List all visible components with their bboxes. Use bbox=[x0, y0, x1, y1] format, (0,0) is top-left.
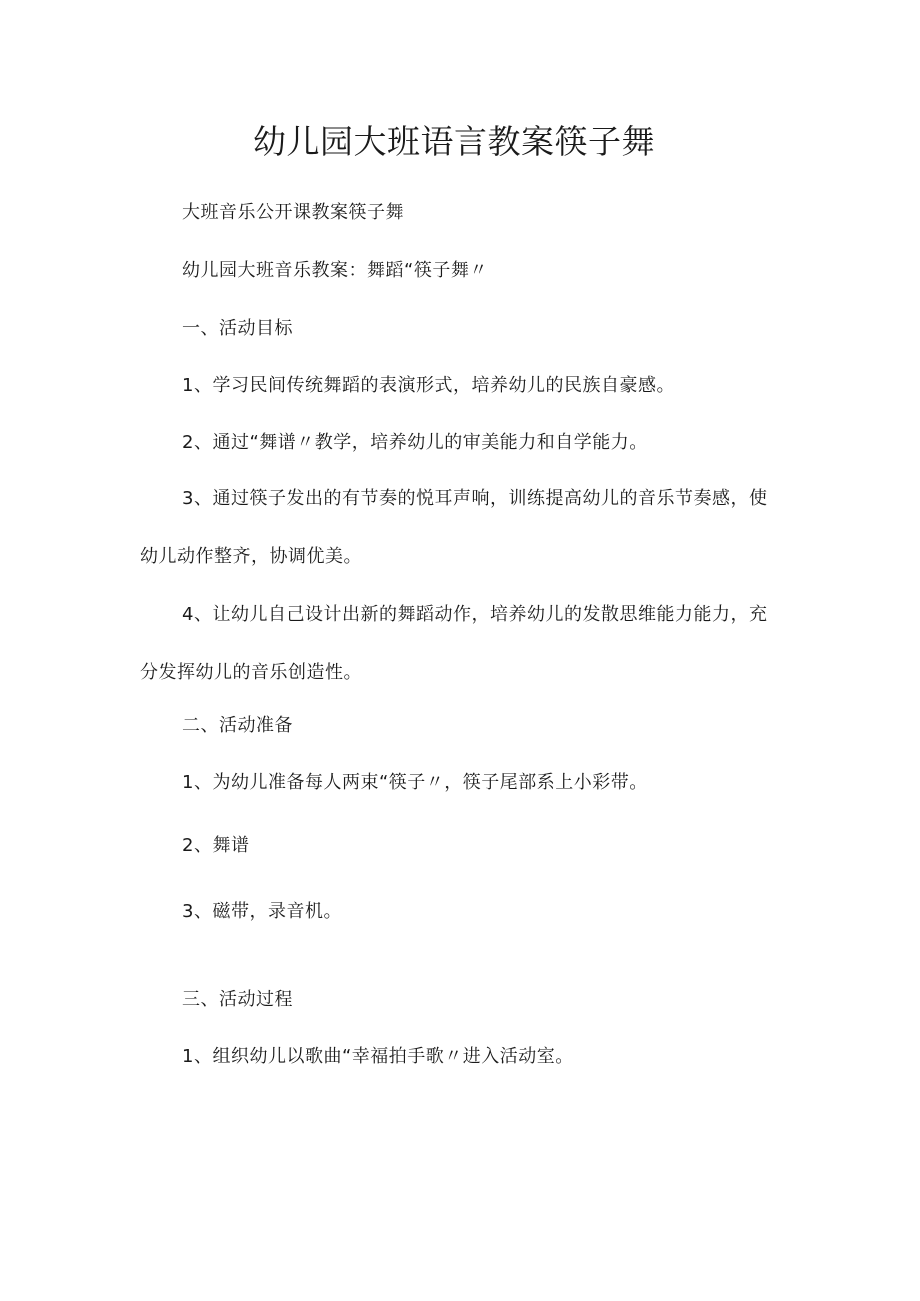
lesson-title-line: 幼儿园大班音乐教案：舞蹈“筷子舞〃 bbox=[182, 260, 488, 281]
section-heading-process: 三、活动过程 bbox=[182, 989, 293, 1010]
goal-item-1: 1、学习民间传统舞蹈的表演形式，培养幼儿的民族自豪感。 bbox=[182, 375, 675, 396]
process-item-1: 1、组织幼儿以歌曲“幸福拍手歌〃进入活动室。 bbox=[182, 1046, 574, 1067]
goal-item-4: 4、让幼儿自己设计出新的舞蹈动作，培养幼儿的发散思维能力能力，充分发挥幼儿的音乐创造性。 bbox=[140, 604, 768, 683]
preparation-item-1: 1、为幼儿准备每人两束“筷子〃，筷子尾部系上小彩带。 bbox=[182, 772, 648, 793]
goal-item-3: 3、通过筷子发出的有节奏的悦耳声响，训练提高幼儿的音乐节奏感，使幼儿动作整齐，协调优美。 bbox=[140, 488, 768, 567]
document-title: 幼儿园大班语言教案筷子舞 bbox=[253, 122, 655, 161]
section-heading-preparation: 二、活动准备 bbox=[182, 715, 293, 736]
preparation-item-3: 3、磁带，录音机。 bbox=[182, 901, 342, 922]
section-heading-goals: 一、活动目标 bbox=[182, 318, 293, 339]
subtitle-line: 大班音乐公开课教案筷子舞 bbox=[182, 202, 404, 223]
preparation-item-2: 2、舞谱 bbox=[182, 835, 250, 856]
goal-item-2: 2、通过“舞谱〃教学，培养幼儿的审美能力和自学能力。 bbox=[182, 432, 648, 453]
